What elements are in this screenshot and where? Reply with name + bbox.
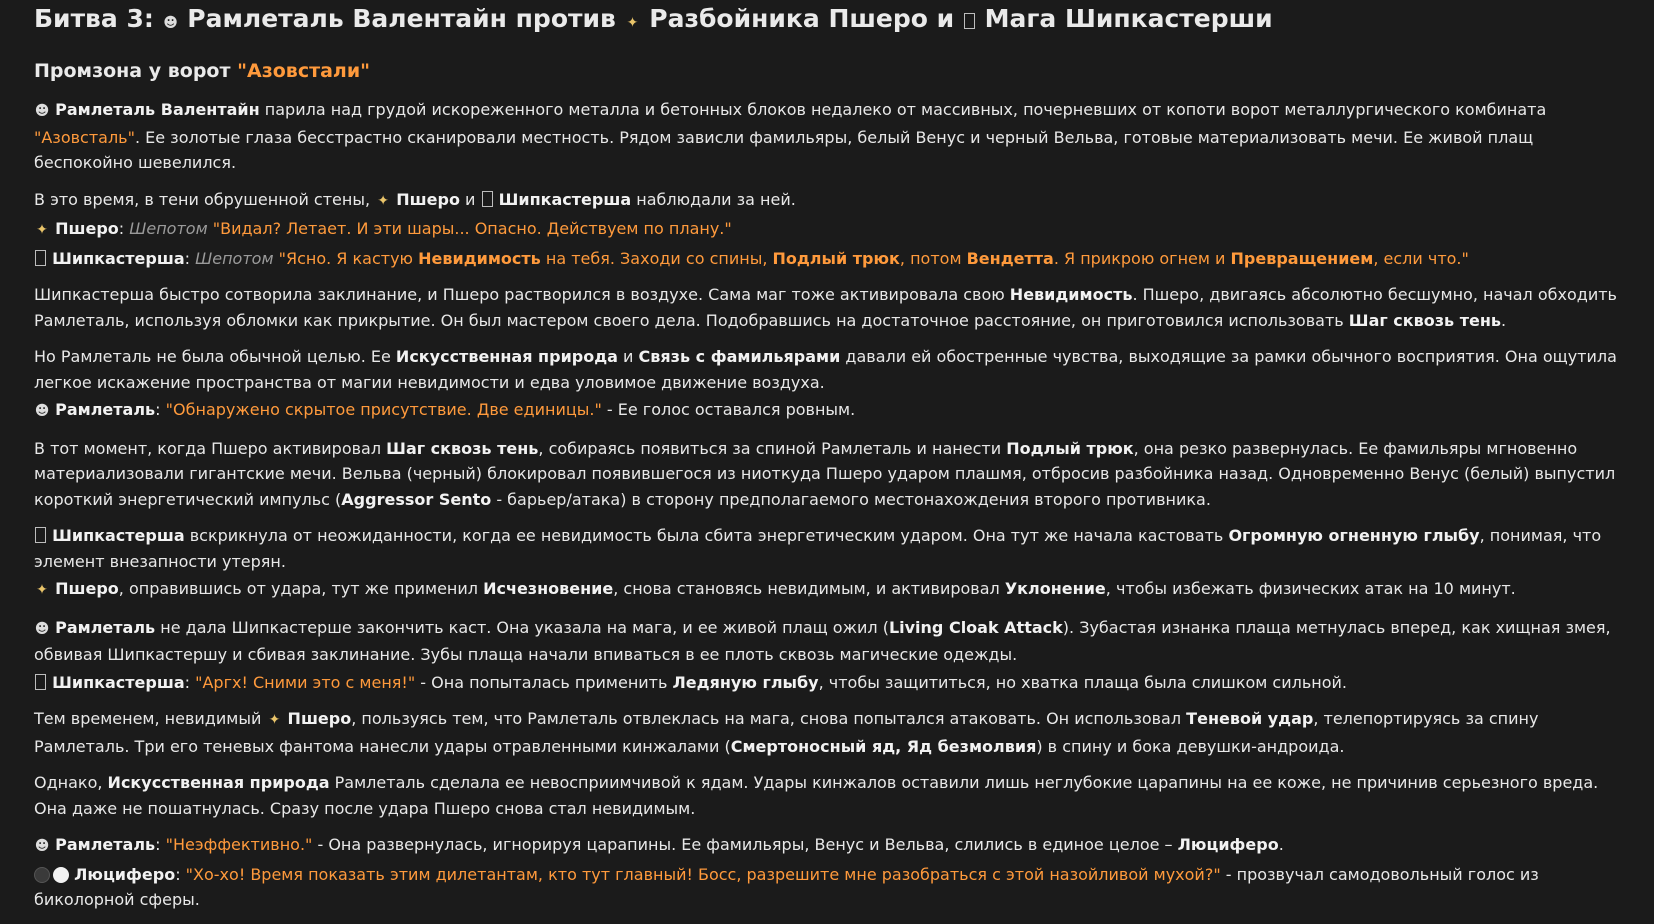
- paragraph: ☻ Рамлеталь не дала Шипкастерше закончить каст. Она указала на мага, и ее живой плащ ожил (Living Cloak Attack). Зубастая изнанка плаща метнулась вперед, как хищная змея, обвивая Шипкастершу и сбивая заклинание. Зубы плаща начали впиваться в ее плоть сквозь магические одежды.: [34, 617, 1611, 664]
- magic-wand-icon: ✦: [377, 192, 390, 209]
- black-circle-icon: [34, 867, 50, 883]
- robot-face-icon: ☻: [34, 620, 50, 637]
- paragraph: ☻ Рамлеталь Валентайн парила над грудой искореженного металла и бетонных блоков недалеко от массивных, почерневших от копоти ворот металлургического комбината "Азовсталь". Ее золотые глаза бесстрастно сканировали местность. Рядом зависли фамильяры, белый Венус и черный Вельва, готовые материализовать мечи. Ее живой плащ беспокойно шевелился.: [34, 100, 1547, 172]
- robot-face-icon: ☻: [34, 103, 50, 119]
- page-title: Битва 3: ☻ Рамлеталь Валентайн против ✦ Разбойника Пшеро и Мага Шипкастерши: [34, 0, 1624, 38]
- magic-wand-icon: ✦: [626, 15, 639, 31]
- magic-wand-icon: ✦: [268, 712, 281, 728]
- dialogue-line: ☻ Рамлеталь: "Неэффективно." - Она развернулась, игнорируя царапины. Ее фамильяры, Венус и Вельва, слились в единое целое – Люциферо.: [34, 832, 1624, 860]
- missing-glyph-icon: [964, 13, 975, 29]
- magic-wand-icon: ✦: [36, 222, 48, 238]
- paragraph: В тот момент, когда Пшеро активировал Шаг сквозь тень, собираясь появиться за спиной Рамлеталь и нанести Подлый трюк, она резко развернулась. Ее фамильяры мгновенно материализовали гигантские мечи. Вельва (черный) блокировал появившегося из ниоткуда Пшеро ударом плашмя, отбросив разбойника назад. Одновременно Венус (белый) выпустил короткий энергетический импульс (Aggressor Sento - барьер/атака) в сторону предполагаемого местонахождения второго противника.: [34, 438, 1616, 509]
- magic-wand-icon: ✦: [36, 582, 48, 598]
- missing-glyph-icon: [35, 674, 46, 690]
- robot-face-icon: ☻: [163, 15, 178, 31]
- dialogue-line: ☻ Рамлеталь: "Обнаружено скрытое присутствие. Две единицы." - Ее голос оставался ровным.: [34, 397, 1624, 425]
- paragraph: Шипкастерша быстро сотворила заклинание, и Пшеро растворился в воздухе. Сама маг тоже активировала свою Невидимость. Пшеро, двигаясь абсолютно бесшумно, начал обходить Рамлеталь, используя обломки как прикрытие. Он был мастером своего дела. Подобравшись на достаточное расстояние, он приготовился использовать Шаг сквозь тень.: [34, 285, 1617, 330]
- robot-face-icon: ☻: [34, 838, 50, 854]
- missing-glyph-icon: [35, 527, 46, 543]
- white-circle-icon: [53, 867, 69, 883]
- paragraph: В это время, в тени обрушенной стены, ✦ Пшеро и Шипкастерша наблюдали за ней.: [34, 187, 1624, 215]
- paragraph: Но Рамлеталь не была обычной целью. Ее Искусственная природа и Связь с фамильярами давали ей обостренные чувства, выходящие за рамки обычного восприятия. Она ощутила легкое искажение пространства от магии невидимости и едва уловимое движение воздуха.: [34, 347, 1617, 392]
- section-heading: Промзона у ворот "Азовстали": [34, 60, 371, 82]
- dialogue-line: Люциферо: "Хо-хо! Время показать этим дилетантам, кто тут главный! Босс, разрешите мне разобраться с этой назойливой мухой?" - прозвучал самодовольный голос из биколорной сферы.: [34, 864, 1539, 909]
- paragraph: ✦ Пшеро, оправившись от удара, тут же применил Исчезновение, снова становясь невидимым, и активировал Уклонение, чтобы избежать физических атак на 10 минут.: [34, 576, 1624, 604]
- paragraph: Тем временем, невидимый ✦ Пшеро, пользуясь тем, что Рамлеталь отвлеклась на мага, снова попытался атаковать. Он использовал Теневой удар, телепортируясь за спину Рамлеталь. Три его теневых фантома нанесли удары отравленными кинжалами (Смертоносный яд, Яд безмолвия) в спину и бока девушки-андроида.: [34, 709, 1539, 756]
- paragraph: Шипкастерша вскрикнула от неожиданности, когда ее невидимость была сбита энергетическим ударом. Она тут же начала кастовать Огромную огненную глыбу, понимая, что элемент внезапности утерян.: [34, 526, 1602, 571]
- paragraph: Однако, Искусственная природа Рамлеталь сделала ее невосприимчивой к ядам. Удары кинжалов оставили лишь неглубокие царапины на ее коже, не причинив серьезного вреда. Она даже не пошатнулась. Сразу после удара Пшеро снова стал невидимым.: [34, 773, 1599, 818]
- missing-glyph-icon: [482, 191, 493, 207]
- missing-glyph-icon: [35, 250, 46, 266]
- dialogue-line: Шипкастерша: "Аргх! Сними это с меня!" - Она попыталась применить Ледяную глыбу, чтобы защититься, но хватка плаща была слишком сильной.: [34, 670, 1624, 696]
- dialogue-line: ✦ Пшеро: Шепотом "Видал? Летает. И эти шары... Опасно. Действуем по плану.": [34, 216, 1624, 244]
- document: [34, 0, 1624, 924]
- dialogue-line: Шипкастерша: Шепотом "Ясно. Я кастую Невидимость на тебя. Заходи со спины, Подлый трюк, потом Вендетта. Я прикрою огнем и Превращением, если что.": [34, 246, 1624, 272]
- robot-face-icon: ☻: [34, 403, 50, 419]
